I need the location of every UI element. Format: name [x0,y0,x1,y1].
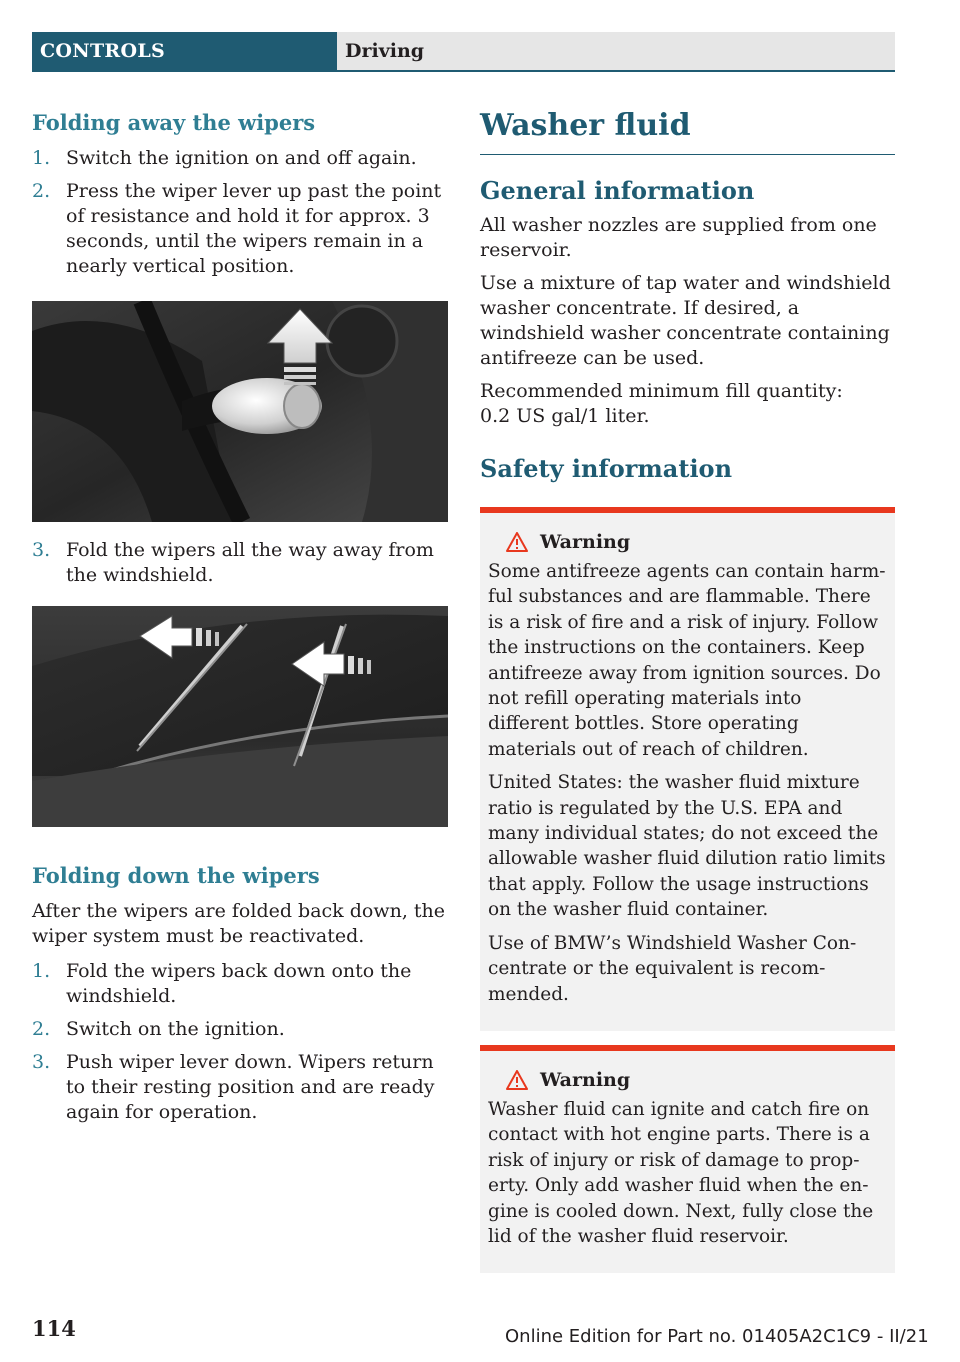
folding-away-heading: Folding away the wipers [32,110,316,135]
list-item [32,179,448,279]
step-text: Fold the wipers all the way away from the windshield. [66,539,434,586]
general-paragraph: Use a mixture of tap water and windshield washer concentrate. If desired, a windshield washer concentrate containing antifreeze can be used. [480,272,891,369]
step-text: Press the wiper lever up past the point of resistance and hold it for approx. 3 seconds, until the wipers remain in a nearly vertical position. [66,180,442,277]
folding-away-steps [32,146,448,279]
warning-box [480,1045,895,1273]
wiper-lever-figure [32,301,448,522]
warning-paragraph: United States: the washer fluid mixture ratio is regulated by the U.S. EPA and many individual states; do not exceed the allowable washer fluid dilution ratio limits that apply. Follow the usage instructions on the washer fluid container. [488,772,886,921]
list-item [32,146,448,171]
page-number: 114 [32,1316,76,1341]
title-rule [480,154,895,155]
step-text: Push wiper lever down. Wipers return to their resting position and are ready again for operation. [66,1051,435,1123]
warning-box [480,507,895,1031]
step-number: 1. [32,147,51,169]
step-text: Switch the ignition on and off again. [66,147,417,169]
step-text: Switch on the ignition. [66,1018,285,1040]
folding-down-intro: After the wipers are folded back down, the wiper system must be reactivated. [32,900,446,947]
warning-title: Warning [540,531,631,553]
step-text: Fold the wipers back down onto the windshield. [66,960,412,1007]
right-column [480,106,895,1273]
folding-down-heading: Folding down the wipers [32,863,320,888]
list-item [32,959,448,1009]
step-number: 2. [32,1018,51,1040]
header-chapter-label[interactable]: Driving [337,32,895,70]
warning-paragraph: Some antifreeze agents can contain harmful substances and are flammable. There is a risk of fire and a risk of injury. Follow the instructions on the containers. Keep antifreeze away from ignition sources. Do not refill operating materials into different bottles. Store operating materials out of reach of children. [488,561,886,760]
header-section-label[interactable]: CONTROLS [32,32,337,70]
windshield-wipers-figure [32,606,448,827]
left-column [32,108,448,1133]
general-paragraph: All washer nozzles are supplied from one reservoir. [480,214,877,261]
general-info-heading: General information [480,176,755,205]
page-title: Washer fluid [480,108,691,143]
step-number: 3. [32,1051,51,1073]
warning-triangle-icon [506,1070,528,1090]
step-number: 2. [32,180,51,202]
list-item [32,1017,448,1042]
warning-title: Warning [540,1068,631,1091]
list-item [32,538,448,588]
wiper-lever-illustration [32,301,448,522]
folding-away-step-3 [32,538,448,588]
warning-header [488,531,887,553]
general-paragraph: Recommended minimum fill quantity: [480,380,843,402]
safety-info-heading: Safety information [480,454,733,483]
windshield-wipers-illustration [32,606,448,827]
warning-header [488,1069,887,1091]
warning-paragraph: Washer fluid can ignite and catch fire on contact with hot engine parts. There is a risk of injury or risk of damage to property. Only add washer fluid when the engine is cooled down. Next, fully close the lid of the washer fluid reservoir. [488,1098,874,1247]
header-rule [32,70,895,72]
list-item [32,1050,448,1125]
edition-note: Online Edition for Part no. 01405A2C1C9 - II/21 [505,1326,929,1347]
general-paragraph: 0.2 US gal/1 liter. [480,405,650,427]
step-number: 1. [32,960,51,982]
warning-triangle-icon [506,532,528,552]
step-number: 3. [32,539,51,561]
page-header [32,32,895,72]
warning-paragraph: Use of BMW’s Windshield Washer Concentrate or the equivalent is recommended. [488,932,857,1005]
folding-down-steps [32,959,448,1125]
